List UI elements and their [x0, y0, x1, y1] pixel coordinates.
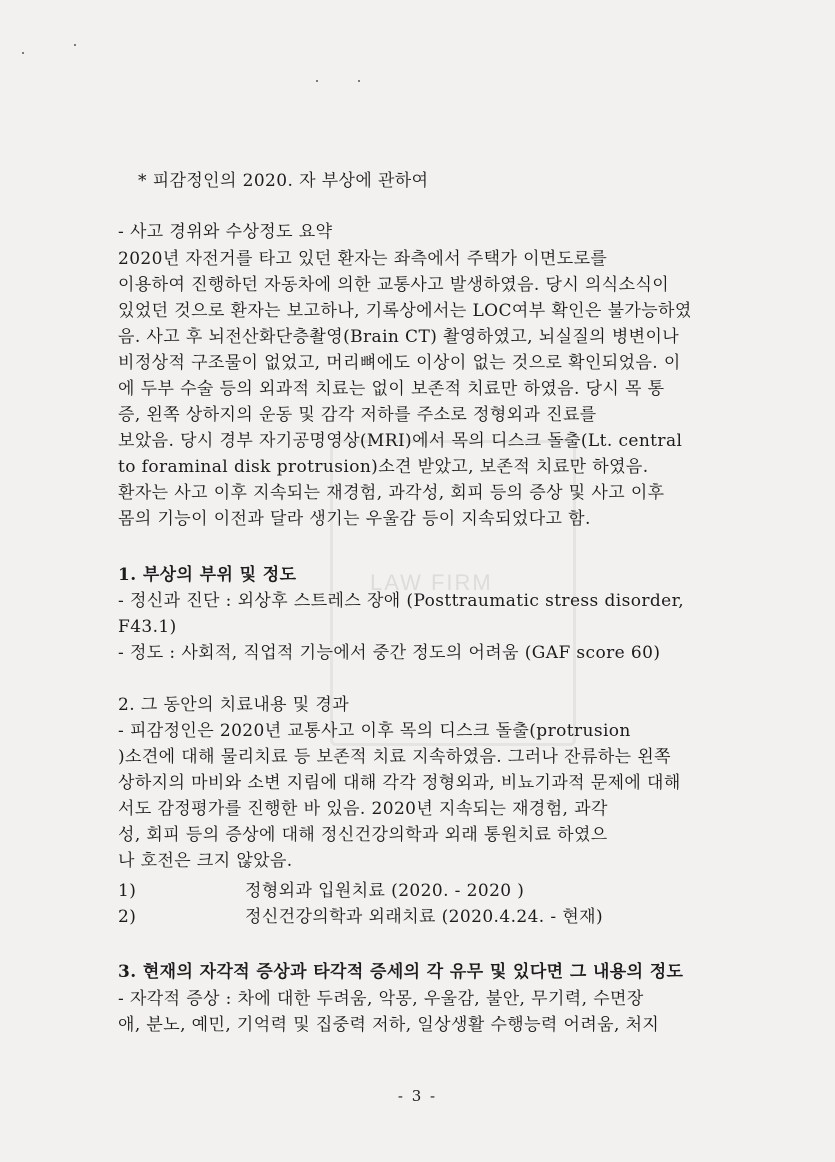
summary-line: 몸의 기능이 이전과 달라 생기는 우울감 등이 지속되었다고 함. [118, 509, 591, 529]
section2-heading: 2. 그 동안의 치료내용 및 경과 [118, 695, 350, 715]
section1-line: - 정신과 진단 : 외상후 스트레스 장애 (Posttraumatic stress disorder, [118, 591, 685, 611]
summary-line: 증, 왼쪽 상하지의 운동 및 감각 저하를 주소로 정형외과 진료를 [118, 405, 597, 425]
treatment-item: 정형외과 입원치료 (2020. - 2020 ) [245, 881, 525, 901]
scan-speck [316, 80, 318, 82]
treatment-number: 1) [118, 881, 137, 901]
section1-line: - 정도 : 사회적, 직업적 기능에서 중간 정도의 어려움 (GAF score 60) [118, 643, 661, 663]
section2-line: 성, 회피 등의 증상에 대해 정신건강의학과 외래 통원치료 하였으 [118, 825, 608, 845]
summary-line: 보았음. 당시 경부 자기공명영상(MRI)에서 목의 디스크 돌출(Lt. central [118, 431, 683, 451]
scan-speck [358, 80, 360, 82]
section3-line: - 자각적 증상 : 차에 대한 두려움, 악몽, 우울감, 불안, 무기력, 수면장 [118, 989, 644, 1009]
document-title: * 피감정인의 2020. 자 부상에 관하여 [138, 171, 429, 191]
summary-line: to foraminal disk protrusion)소견 받았고, 보존적 치료만 하였음. [118, 457, 649, 477]
section2-line: 나 호전은 크지 않았음. [118, 851, 293, 871]
section3-line: 애, 분노, 예민, 기억력 및 집중력 저하, 일상생활 수행능력 어려움, 처지 [118, 1015, 660, 1035]
section2-line: 상하지의 마비와 소변 지림에 대해 각각 정형외과, 비뇨기과적 문제에 대해 [118, 773, 681, 793]
scan-speck [74, 44, 76, 46]
page-number: - 3 - [397, 1087, 438, 1105]
summary-line: 이용하여 진행하던 자동차에 의한 교통사고 발생하였음. 당시 의식소식이 [118, 275, 670, 295]
summary-line: 에 두부 수술 등의 외과적 치료는 없이 보존적 치료만 하였음. 당시 목 통 [118, 379, 665, 399]
section3-heading: 3. 현재의 자각적 증상과 타각적 증세의 각 유무 및 있다면 그 내용의 정도 [118, 962, 684, 982]
summary-line: 음. 사고 후 뇌전산화단층촬영(Brain CT) 촬영하였고, 뇌실질의 병변이나 [118, 327, 680, 347]
summary-heading: - 사고 경위와 수상정도 요약 [118, 222, 333, 242]
summary-line: 환자는 사고 이후 지속되는 재경험, 과각성, 회피 등의 증상 및 사고 이후 [118, 483, 665, 503]
scan-speck [22, 52, 24, 54]
section2-line: )소견에 대해 물리치료 등 보존적 치료 지속하였음. 그러나 잔류하는 왼쪽 [118, 747, 671, 767]
section2-line: - 피감정인은 2020년 교통사고 이후 목의 디스크 돌출(protrusion [118, 721, 631, 741]
summary-line: 2020년 자전거를 타고 있던 환자는 좌측에서 주택가 이면도로를 [118, 249, 608, 269]
summary-line: 비정상적 구조물이 없었고, 머리뼈에도 이상이 없는 것으로 확인되었음. 이 [118, 353, 681, 373]
treatment-number: 2) [118, 907, 137, 927]
section2-line: 서도 감정평가를 진행한 바 있음. 2020년 지속되는 재경험, 과각 [118, 799, 608, 819]
treatment-item: 정신건강의학과 외래치료 (2020.4.24. - 현재) [245, 907, 604, 927]
watermark-text: LAW FIRM [370, 570, 493, 595]
section1-heading: 1. 부상의 부위 및 정도 [118, 565, 297, 585]
section1-line: F43.1) [118, 617, 177, 637]
summary-line: 있었던 것으로 환자는 보고하나, 기록상에서는 LOC여부 확인은 불가능하였 [118, 301, 692, 321]
